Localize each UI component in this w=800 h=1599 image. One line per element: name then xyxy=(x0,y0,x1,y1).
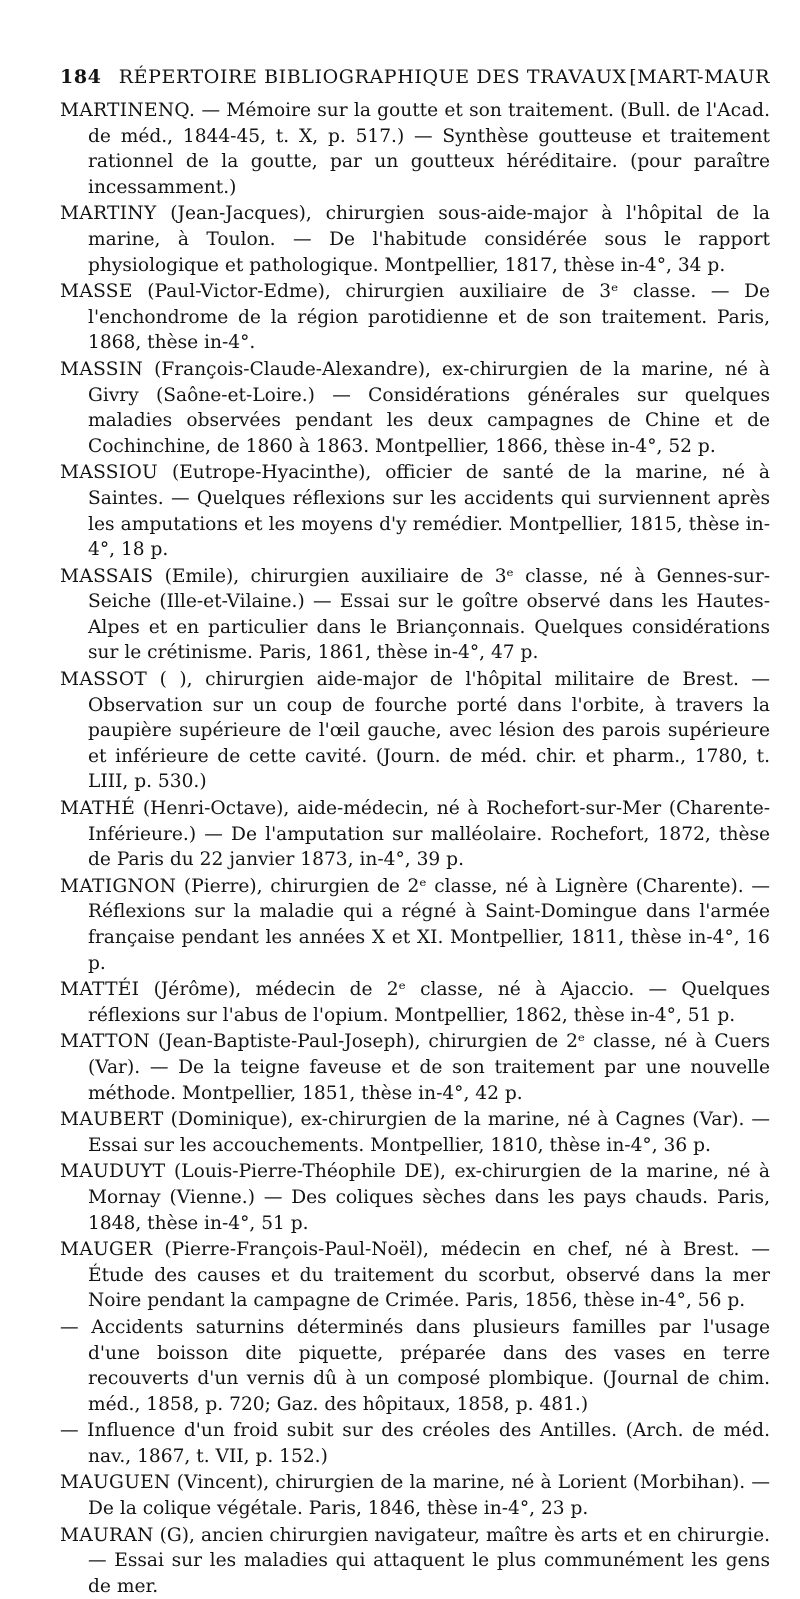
bibliography-entry xyxy=(60,1029,770,1106)
author-name: MAUBERT xyxy=(60,1109,164,1131)
entry-text: (Louis-Pierre-Théophile DE), ex-chirurgien de la marine, né à Mornay (Vienne.) — Des coliques sèches dans les pays chauds. Paris, 1848, thèse in-4°, 51 p. xyxy=(88,1161,770,1234)
author-name: MASSE xyxy=(60,281,133,303)
bibliography-entry xyxy=(60,357,770,459)
bibliography-entry xyxy=(60,874,770,976)
entry-text: (Emile), chirurgien auxiliaire de 3ᵉ classe, né à Gennes-sur-Seiche (Ille-et-Vilaine.) — Essai sur le goître observé dans les Hautes-Alpes et en particulier dans le Briançonnais. Quelques considérations sur le crétinisme. Paris, 1861, thèse in-4°, 47 p. xyxy=(88,565,770,664)
author-name: MATTON xyxy=(60,1031,150,1053)
entry-text: (Vincent), chirurgien de la marine, né à Lorient (Morbihan). — De la colique végétale. Paris, 1846, thèse in-4°, 23 p. xyxy=(88,1472,770,1520)
entry-text: (Jérôme), médecin de 2ᵉ classe, né à Ajaccio. — Quelques réflexions sur l'abus de l'opium. Montpellier, 1862, thèse in-4°, 51 p. xyxy=(88,979,770,1026)
bibliography-entry xyxy=(60,1159,770,1236)
page-number: 184 xyxy=(60,66,102,88)
entry-text: (Jean-Jacques), chirurgien sous-aide-major à l'hôpital de la marine, à Toulon. — De l'habitude considérée sous le rapport physiologique et pathologique. Montpellier, 1817, thèse in-4°, 34 p. xyxy=(88,203,770,276)
bibliography-entry xyxy=(60,279,770,356)
sub-entry: — Influence d'un froid subit sur des créoles des Antilles. (Arch. de méd. nav., 1867, t. VII, p. 152.) xyxy=(60,1420,770,1467)
author-name: MAUGUEN xyxy=(60,1472,171,1494)
bibliography-entry xyxy=(60,201,770,278)
bibliography-entry xyxy=(60,977,770,1028)
bibliography-entry xyxy=(60,1237,770,1314)
bibliography-entry xyxy=(60,564,770,666)
alphabetical-range: [MART-MAUR xyxy=(629,66,770,88)
author-name: MASSIN xyxy=(60,358,144,380)
entry-text: (François-Claude-Alexandre), ex-chirurgien de la marine, né à Givry (Saône-et-Loire.) — Considérations générales sur quelques maladies observées pendant les deux campagnes de Chine et de Cochinchine, de 1860 à 1863. Montpellier, 1866, thèse in-4°, 52 p. xyxy=(88,358,770,457)
author-name: MAURAN xyxy=(60,1524,154,1546)
author-name: MAUDUYT xyxy=(60,1161,166,1183)
author-name: MATHÉ xyxy=(60,798,136,820)
bibliography-entry xyxy=(60,1523,770,1599)
bibliography-entry xyxy=(60,1107,770,1158)
author-name: MAUGER xyxy=(60,1239,153,1261)
entry-text: (Pierre), chirurgien de 2ᵉ classe, né à Lignère (Charente). — Réflexions sur la maladie qui a régné à Saint-Domingue dans l'armée française pendant les années X et XI. Montpellier, 1811, thèse in-4°, 16 p. xyxy=(88,875,770,974)
author-name: MASSOT xyxy=(60,669,148,691)
sub-entry: — Accidents saturnins déterminés dans plusieurs familles par l'usage d'une boisson dite piquette, préparée dans des vases en terre recouverts d'un vernis dû à un composé plombique. (Journal de chim. méd., 1858, p. 720; Gaz. des hôpitaux, 1858, p. 481.) xyxy=(60,1316,770,1415)
entry-list xyxy=(60,98,770,1599)
running-title: RÉPERTOIRE BIBLIOGRAPHIQUE DES TRAVAUX xyxy=(118,66,627,88)
bibliography-entry xyxy=(60,98,770,200)
bibliography-entry xyxy=(60,796,770,873)
bibliography-entry xyxy=(60,460,770,562)
entry-text: (G), ancien chirurgien navigateur, maître ès arts et en chirurgie. — Essai sur les maladies qui attaquent le plus communément les gens de mer. xyxy=(88,1524,770,1597)
entry-text: (Eutrope-Hyacinthe), officier de santé de la marine, né à Saintes. — Quelques réflexions sur les accidents qui surviennent après les amputations et les moyens d'y remédier. Montpellier, 1815, thèse in-4°, 18 p. xyxy=(88,462,770,561)
author-name: MARTINENQ. xyxy=(60,100,196,121)
entry-text: (Pierre-François-Paul-Noël), médecin en chef, né à Brest. — Étude des causes et du traitement du scorbut, observé dans la mer Noire pendant la campagne de Crimée. Paris, 1856, thèse in-4°, 56 p. xyxy=(88,1239,770,1312)
entry-text: (Paul-Victor-Edme), chirurgien auxiliaire de 3ᵉ classe. — De l'enchondrome de la région parotidienne et de son traitement. Paris, 1868, thèse in-4°. xyxy=(88,281,770,354)
bibliography-entry xyxy=(60,1470,770,1521)
author-name: MASSAIS xyxy=(60,565,154,587)
page-header xyxy=(60,66,770,88)
entry-text: — Mémoire sur la goutte et son traitement. (Bull. de l'Acad. de méd., 1844-45, t. X, p. 517.) — Synthèse goutteuse et traitement rationnel de la goutte, par un goutteux héréditaire. (pour paraître incessamment.) xyxy=(88,100,770,198)
entry-text: (Henri-Octave), aide-médecin, né à Rochefort-sur-Mer (Charente-Inférieure.) — De l'amputation sur malléolaire. Rochefort, 1872, thèse de Paris du 22 janvier 1873, in-4°, 39 p. xyxy=(88,798,770,871)
entry-text: (Dominique), ex-chirurgien de la marine, né à Cagnes (Var). — Essai sur les accouchements. Montpellier, 1810, thèse in-4°, 36 p. xyxy=(88,1109,770,1156)
entry-text: (Jean-Baptiste-Paul-Joseph), chirurgien de 2ᵉ classe, né à Cuers (Var). — De la teigne faveuse et de son traitement par une nouvelle méthode. Montpellier, 1851, thèse in-4°, 42 p. xyxy=(88,1031,770,1104)
author-name: MATTÉI xyxy=(60,979,140,1001)
author-name: MARTINY xyxy=(60,203,157,225)
bibliography-entry xyxy=(60,667,770,795)
author-name: MASSIOU xyxy=(60,462,158,484)
author-name: MATIGNON xyxy=(60,875,177,897)
entry-text: ( ), chirurgien aide-major de l'hôpital militaire de Brest. — Observation sur un coup de fourche porté dans l'orbite, à travers la paupière supérieure de l'œil gauche, avec lésion des parois supérieure et inférieure de cette cavité. (Journ. de méd. chir. et pharm., 1780, t. LIII, p. 530.) xyxy=(88,669,770,793)
